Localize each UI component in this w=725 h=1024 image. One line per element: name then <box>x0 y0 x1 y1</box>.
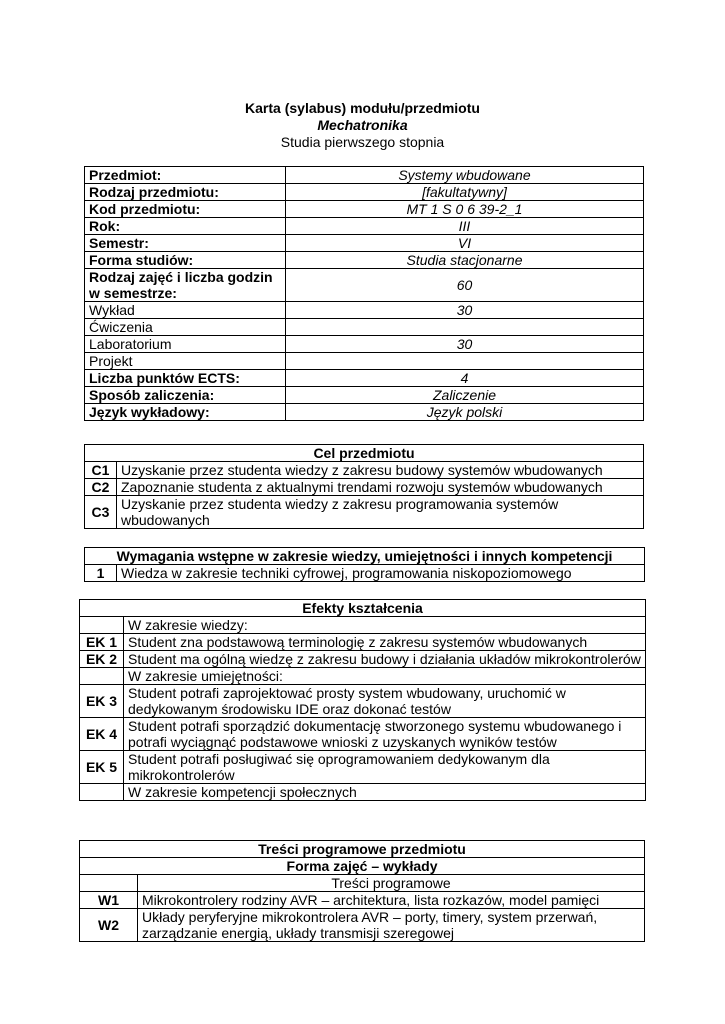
effect-text: W zakresie kompetencji społecznych <box>124 784 646 801</box>
field-value: 4 <box>286 370 644 387</box>
contents-text: Mikrokontrolery rodziny AVR – architektura, lista rozkazów, model pamięci <box>138 892 645 909</box>
effects-table <box>79 599 646 801</box>
field-label: Sposób zaliczenia: <box>85 387 286 404</box>
table-row <box>80 718 646 751</box>
effect-text: Student potrafi zaprojektować prosty system wbudowany, uruchomić w dedykowanym środowisku IDE oraz dokonać testów <box>124 685 646 718</box>
course-info-table <box>84 166 644 421</box>
field-value: 60 <box>286 269 644 302</box>
effect-code <box>80 617 124 634</box>
table-row <box>85 319 644 336</box>
field-value: Zaliczenie <box>286 387 644 404</box>
contents-code: W2 <box>80 909 138 942</box>
contents-subtitle: Forma zajęć – wykłady <box>80 858 645 875</box>
field-value: VI <box>286 235 644 252</box>
effect-code <box>80 784 124 801</box>
field-label: Semestr: <box>85 235 286 252</box>
field-label: Rok: <box>85 218 286 235</box>
field-label: Kod przedmiotu: <box>85 201 286 218</box>
table-row <box>80 634 646 651</box>
table-row <box>80 685 646 718</box>
effect-text: Student potrafi posługiwać się oprogramowaniem dedykowanym dla mikrokontrolerów <box>124 751 646 784</box>
effect-code: EK 1 <box>80 634 124 651</box>
goal-code: C3 <box>85 496 117 529</box>
field-value: 30 <box>286 336 644 353</box>
field-label: Liczba punktów ECTS: <box>85 370 286 387</box>
contents-code-header <box>80 875 138 892</box>
requirements-table <box>84 547 645 582</box>
header-level: Studia pierwszego stopnia <box>280 134 445 150</box>
contents-title: Treści programowe przedmiotu <box>80 841 645 858</box>
field-value: 30 <box>286 302 644 319</box>
field-value: MT 1 S 0 6 39-2_1 <box>286 201 644 218</box>
goal-text: Uzyskanie przez studenta wiedzy z zakresu budowy systemów wbudowanych <box>117 462 644 479</box>
table-row <box>85 404 644 421</box>
table-row <box>85 370 644 387</box>
field-label: Język wykładowy: <box>85 404 286 421</box>
header-field: Mechatronika <box>317 117 408 133</box>
table-row <box>80 651 646 668</box>
effect-text: Student potrafi sporządzić dokumentację stworzonego systemu wbudowanego i potrafi wyciągnąć podstawowe wnioski z uzyskanych wyników testów <box>124 718 646 751</box>
goal-text: Uzyskanie przez studenta wiedzy z zakresu programowania systemów wbudowanych <box>117 496 644 529</box>
goals-table <box>84 444 644 529</box>
table-row <box>80 668 646 685</box>
contents-text: Układy peryferyjne mikrokontrolera AVR – porty, timery, system przerwań, zarządzanie energią, układy transmisji szeregowej <box>138 909 645 942</box>
effect-text: W zakresie umiejętności: <box>124 668 646 685</box>
contents-table <box>79 840 645 942</box>
requirement-text: Wiedza w zakresie techniki cyfrowej, programowania niskopoziomowego <box>117 565 645 582</box>
field-label: Projekt <box>85 353 286 370</box>
effect-code: EK 2 <box>80 651 124 668</box>
effect-text: Student zna podstawową terminologię z zakresu systemów wbudowanych <box>124 634 646 651</box>
table-row <box>80 892 645 909</box>
table-row <box>85 565 645 582</box>
table-row <box>80 617 646 634</box>
field-label: Przedmiot: <box>85 167 286 184</box>
field-value <box>286 353 644 370</box>
requirement-code: 1 <box>85 565 117 582</box>
table-row <box>80 909 645 942</box>
table-row <box>85 336 644 353</box>
table-row <box>85 387 644 404</box>
effect-text: Student ma ogólną wiedzę z zakresu budowy i działania układów mikrokontrolerów <box>124 651 646 668</box>
field-label: Wykład <box>85 302 286 319</box>
effects-title: Efekty kształcenia <box>80 600 646 617</box>
field-label: Rodzaj zajęć i liczba godzin w semestrze: <box>85 269 286 302</box>
field-value: Studia stacjonarne <box>286 252 644 269</box>
field-value: [fakultatywny] <box>286 184 644 201</box>
effect-code <box>80 668 124 685</box>
table-row <box>85 269 644 302</box>
field-value: Systemy wbudowane <box>286 167 644 184</box>
table-row <box>85 462 644 479</box>
table-row <box>85 218 644 235</box>
field-value: Język polski <box>286 404 644 421</box>
goals-title: Cel przedmiotu <box>85 445 644 462</box>
contents-code: W1 <box>80 892 138 909</box>
effect-text: W zakresie wiedzy: <box>124 617 646 634</box>
table-row <box>80 784 646 801</box>
field-label: Ćwiczenia <box>85 319 286 336</box>
field-value <box>286 319 644 336</box>
effect-code: EK 4 <box>80 718 124 751</box>
effect-code: EK 3 <box>80 685 124 718</box>
field-label: Forma studiów: <box>85 252 286 269</box>
goal-text: Zapoznanie studenta z aktualnymi trendami rozwoju systemów wbudowanych <box>117 479 644 496</box>
table-row <box>85 496 644 529</box>
goal-code: C1 <box>85 462 117 479</box>
table-row <box>85 252 644 269</box>
effect-code: EK 5 <box>80 751 124 784</box>
table-row <box>85 353 644 370</box>
field-label: Rodzaj przedmiotu: <box>85 184 286 201</box>
field-value: III <box>286 218 644 235</box>
table-row <box>85 302 644 319</box>
goal-code: C2 <box>85 479 117 496</box>
table-row <box>80 751 646 784</box>
table-row <box>85 201 644 218</box>
table-row <box>85 167 644 184</box>
field-label: Laboratorium <box>85 336 286 353</box>
header-title: Karta (sylabus) modułu/przedmiotu <box>245 100 480 116</box>
requirements-title: Wymagania wstępne w zakresie wiedzy, umiejętności i innych kompetencji <box>85 548 645 565</box>
contents-column-header: Treści programowe <box>138 875 645 892</box>
document-header <box>0 100 725 151</box>
table-row <box>85 184 644 201</box>
table-row <box>85 479 644 496</box>
table-row <box>85 235 644 252</box>
